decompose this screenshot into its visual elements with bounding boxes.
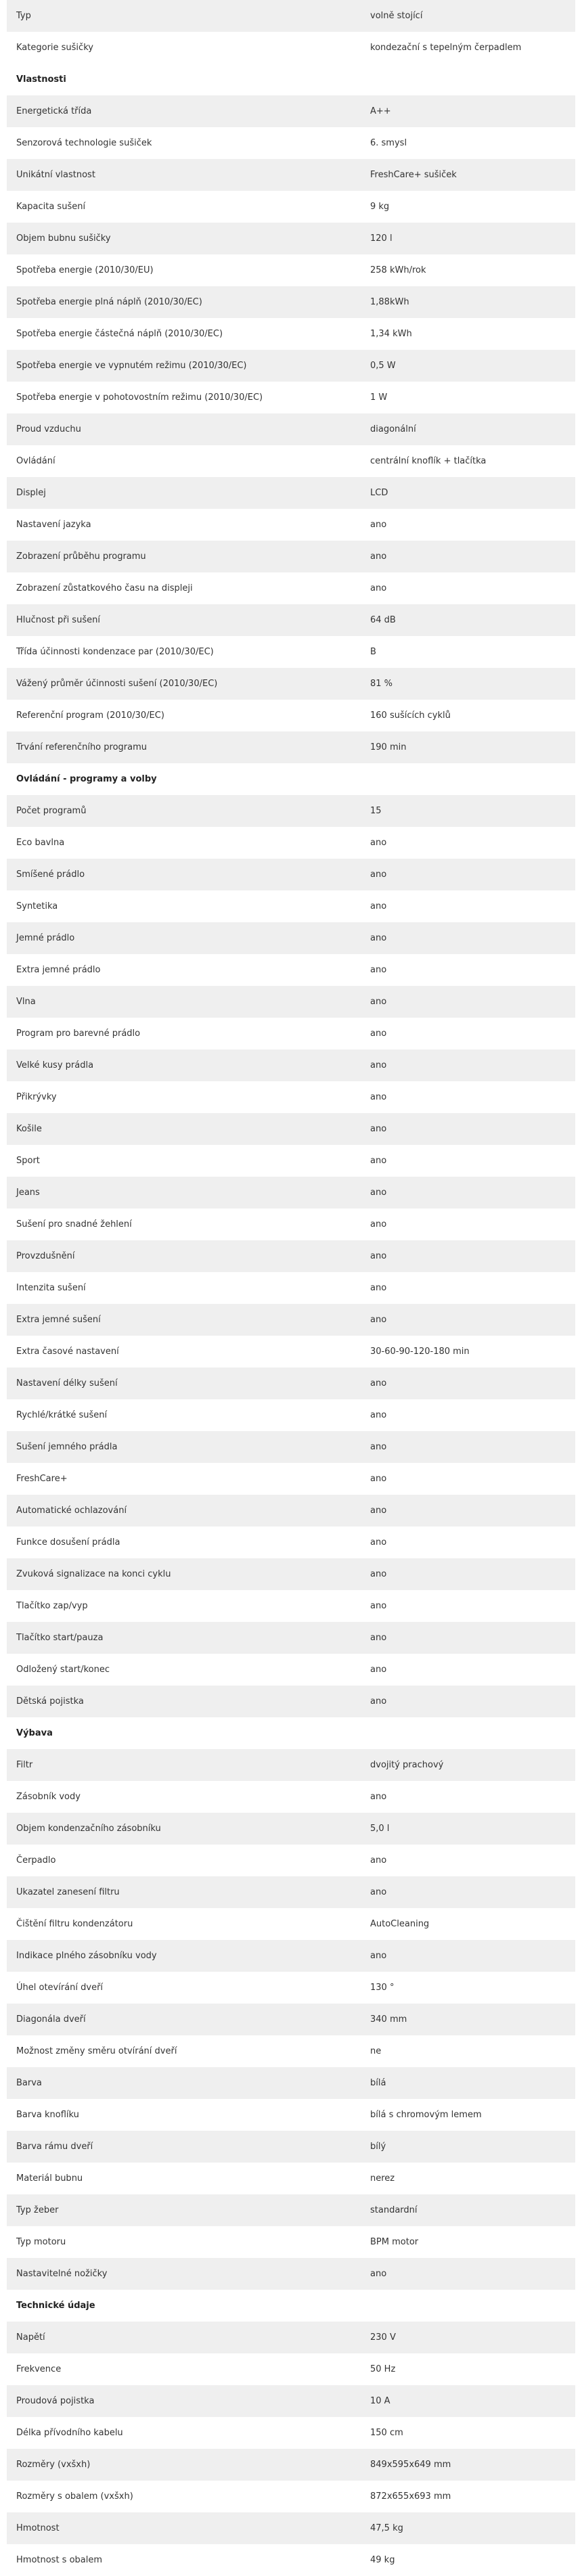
- spec-row: [7, 1208, 575, 1240]
- spec-row: [7, 509, 575, 541]
- spec-value: ano: [362, 1495, 575, 1527]
- spec-value: 50 Hz: [362, 2353, 575, 2385]
- spec-label: Spotřeba energie v pohotovostním režimu (2010/30/EC): [7, 382, 362, 413]
- spec-value: ano: [362, 1177, 575, 1208]
- spec-value: ano: [362, 1622, 575, 1654]
- spec-value: 130 °: [362, 1972, 575, 2004]
- spec-row: [7, 1813, 575, 1845]
- spec-label: Vážený průměr účinnosti sušení (2010/30/EC): [7, 668, 362, 700]
- spec-value: bílá s chromovým lemem: [362, 2099, 575, 2131]
- spec-row: [7, 1527, 575, 1558]
- spec-value: ano: [362, 1272, 575, 1304]
- spec-row: [7, 32, 575, 64]
- spec-value: dvojitý prachový: [362, 1749, 575, 1781]
- spec-label: Hmotnost s obalem: [7, 2544, 362, 2576]
- spec-value: 30-60-90-120-180 min: [362, 1336, 575, 1368]
- spec-label: Spotřeba energie (2010/30/EU): [7, 254, 362, 286]
- spec-value: ano: [362, 1876, 575, 1908]
- spec-row: [7, 2449, 575, 2481]
- spec-label: Syntetika: [7, 890, 362, 922]
- spec-value: ano: [362, 1845, 575, 1876]
- spec-row: [7, 1940, 575, 1972]
- spec-label: Sušení pro snadné žehlení: [7, 1208, 362, 1240]
- spec-value: 81 %: [362, 668, 575, 700]
- spec-row: [7, 1336, 575, 1368]
- spec-row: [7, 1081, 575, 1113]
- spec-row: [7, 1272, 575, 1304]
- spec-label: Rozměry s obalem (vxšxh): [7, 2481, 362, 2512]
- spec-value: volně stojící: [362, 0, 575, 32]
- spec-label: Čištění filtru kondenzátoru: [7, 1908, 362, 1940]
- spec-row: [7, 795, 575, 827]
- spec-value: nerez: [362, 2163, 575, 2194]
- spec-row: [7, 731, 575, 763]
- spec-value: ano: [362, 541, 575, 572]
- spec-value: 0,5 W: [362, 350, 575, 382]
- spec-value: standardní: [362, 2194, 575, 2226]
- spec-label: Spotřeba energie plná náplň (2010/30/EC): [7, 286, 362, 318]
- spec-row: [7, 1781, 575, 1813]
- spec-value: 150 cm: [362, 2417, 575, 2449]
- spec-row: [7, 1590, 575, 1622]
- spec-value: 6. smysl: [362, 127, 575, 159]
- spec-value: ano: [362, 1399, 575, 1431]
- spec-label: Filtr: [7, 1749, 362, 1781]
- spec-label: Barva rámu dveří: [7, 2131, 362, 2163]
- spec-value: ano: [362, 1590, 575, 1622]
- spec-label: Možnost změny směru otvírání dveří: [7, 2035, 362, 2067]
- spec-table: [7, 0, 575, 2576]
- spec-row: [7, 636, 575, 668]
- spec-row: [7, 413, 575, 445]
- spec-row: [7, 2544, 575, 2576]
- spec-label: Referenční program (2010/30/EC): [7, 700, 362, 731]
- spec-row: [7, 986, 575, 1018]
- spec-label: Materiál bubnu: [7, 2163, 362, 2194]
- spec-row: [7, 0, 575, 32]
- spec-value: ano: [362, 1558, 575, 1590]
- spec-row: [7, 1876, 575, 1908]
- spec-value: bílý: [362, 2131, 575, 2163]
- spec-row: [7, 382, 575, 413]
- spec-row: [7, 1686, 575, 1717]
- spec-value: 230 V: [362, 2322, 575, 2353]
- spec-value: ano: [362, 1304, 575, 1336]
- spec-row: [7, 2481, 575, 2512]
- spec-row: [7, 1558, 575, 1590]
- spec-row: [7, 1240, 575, 1272]
- spec-row: [7, 1908, 575, 1940]
- spec-row: [7, 2322, 575, 2353]
- spec-label: Přikrývky: [7, 1081, 362, 1113]
- spec-value: ano: [362, 954, 575, 986]
- spec-value: ano: [362, 1463, 575, 1495]
- spec-row: [7, 1368, 575, 1399]
- spec-label: Diagonála dveří: [7, 2004, 362, 2035]
- spec-row: [7, 1113, 575, 1145]
- spec-row: [7, 827, 575, 859]
- spec-label: Barva knoflíku: [7, 2099, 362, 2131]
- spec-label: Košile: [7, 1113, 362, 1145]
- spec-row: [7, 954, 575, 986]
- spec-row: [7, 318, 575, 350]
- spec-value: ano: [362, 827, 575, 859]
- spec-label: Ovládání: [7, 445, 362, 477]
- spec-value: ne: [362, 2035, 575, 2067]
- spec-value: ano: [362, 890, 575, 922]
- spec-label: Trvání referenčního programu: [7, 731, 362, 763]
- spec-value: ano: [362, 1145, 575, 1177]
- spec-row: [7, 286, 575, 318]
- spec-value: ano: [362, 1781, 575, 1813]
- spec-label: Provzdušnění: [7, 1240, 362, 1272]
- spec-label: Ukazatel zanesení filtru: [7, 1876, 362, 1908]
- spec-value: 258 kWh/rok: [362, 254, 575, 286]
- spec-label: Kapacita sušení: [7, 191, 362, 223]
- spec-row: [7, 2385, 575, 2417]
- spec-label: Nastavení jazyka: [7, 509, 362, 541]
- spec-label: Intenzita sušení: [7, 1272, 362, 1304]
- spec-value: diagonální: [362, 413, 575, 445]
- spec-row: [7, 2226, 575, 2258]
- spec-row: [7, 2512, 575, 2544]
- spec-table-body: [7, 0, 575, 2576]
- spec-value: ano: [362, 859, 575, 890]
- spec-row: [7, 223, 575, 254]
- spec-value: bílá: [362, 2067, 575, 2099]
- section-title: Ovládání - programy a volby: [7, 763, 575, 795]
- spec-label: Jemné prádlo: [7, 922, 362, 954]
- spec-row: [7, 350, 575, 382]
- spec-label: Objem bubnu sušičky: [7, 223, 362, 254]
- section-header-row: [7, 2290, 575, 2322]
- spec-value: ano: [362, 572, 575, 604]
- spec-label: Napětí: [7, 2322, 362, 2353]
- spec-label: Jeans: [7, 1177, 362, 1208]
- spec-label: Tlačítko zap/vyp: [7, 1590, 362, 1622]
- spec-value: ano: [362, 1940, 575, 1972]
- spec-row: [7, 95, 575, 127]
- section-title: Výbava: [7, 1717, 575, 1749]
- spec-value: 5,0 l: [362, 1813, 575, 1845]
- spec-label: Typ žeber: [7, 2194, 362, 2226]
- spec-row: [7, 1399, 575, 1431]
- spec-label: Rychlé/krátké sušení: [7, 1399, 362, 1431]
- spec-row: [7, 572, 575, 604]
- spec-row: [7, 2004, 575, 2035]
- spec-row: [7, 2067, 575, 2099]
- spec-row: [7, 254, 575, 286]
- spec-label: Odložený start/konec: [7, 1654, 362, 1686]
- spec-value: B: [362, 636, 575, 668]
- spec-row: [7, 1018, 575, 1049]
- spec-row: [7, 127, 575, 159]
- spec-value: ano: [362, 509, 575, 541]
- spec-value: ano: [362, 1049, 575, 1081]
- spec-row: [7, 1431, 575, 1463]
- spec-value: ano: [362, 1527, 575, 1558]
- spec-value: 120 l: [362, 223, 575, 254]
- spec-label: Typ motoru: [7, 2226, 362, 2258]
- section-header-row: [7, 1717, 575, 1749]
- spec-label: Zobrazení zůstatkového času na displeji: [7, 572, 362, 604]
- spec-row: [7, 1622, 575, 1654]
- spec-value: AutoCleaning: [362, 1908, 575, 1940]
- spec-label: Sušení jemného prádla: [7, 1431, 362, 1463]
- spec-label: Extra jemné prádlo: [7, 954, 362, 986]
- spec-value: BPM motor: [362, 2226, 575, 2258]
- spec-label: Spotřeba energie ve vypnutém režimu (2010/30/EC): [7, 350, 362, 382]
- spec-value: 9 kg: [362, 191, 575, 223]
- spec-row: [7, 1495, 575, 1527]
- spec-value: 15: [362, 795, 575, 827]
- spec-label: Hmotnost: [7, 2512, 362, 2544]
- spec-value: ano: [362, 1431, 575, 1463]
- spec-label: Frekvence: [7, 2353, 362, 2385]
- spec-value: 49 kg: [362, 2544, 575, 2576]
- spec-label: Rozměry (vxšxh): [7, 2449, 362, 2481]
- spec-label: Smíšené prádlo: [7, 859, 362, 890]
- spec-value: 872x655x693 mm: [362, 2481, 575, 2512]
- spec-label: Energetická třída: [7, 95, 362, 127]
- spec-value: 1,88kWh: [362, 286, 575, 318]
- spec-value: ano: [362, 1018, 575, 1049]
- spec-label: Třída účinnosti kondenzace par (2010/30/EC): [7, 636, 362, 668]
- spec-value: ano: [362, 1081, 575, 1113]
- spec-value: 1,34 kWh: [362, 318, 575, 350]
- spec-label: Vlna: [7, 986, 362, 1018]
- spec-label: Počet programů: [7, 795, 362, 827]
- spec-row: [7, 445, 575, 477]
- spec-label: Tlačítko start/pauza: [7, 1622, 362, 1654]
- spec-label: Nastavení délky sušení: [7, 1368, 362, 1399]
- spec-row: [7, 1145, 575, 1177]
- spec-row: [7, 1845, 575, 1876]
- spec-value: 849x595x649 mm: [362, 2449, 575, 2481]
- spec-label: Typ: [7, 0, 362, 32]
- spec-row: [7, 2035, 575, 2067]
- spec-row: [7, 1972, 575, 2004]
- spec-label: Indikace plného zásobníku vody: [7, 1940, 362, 1972]
- spec-value: 64 dB: [362, 604, 575, 636]
- spec-value: ano: [362, 922, 575, 954]
- spec-value: 160 sušících cyklů: [362, 700, 575, 731]
- spec-label: Čerpadlo: [7, 1845, 362, 1876]
- spec-label: Kategorie sušičky: [7, 32, 362, 64]
- spec-value: ano: [362, 1240, 575, 1272]
- spec-row: [7, 159, 575, 191]
- spec-row: [7, 2353, 575, 2385]
- spec-value: ano: [362, 2258, 575, 2290]
- spec-row: [7, 191, 575, 223]
- spec-label: Displej: [7, 477, 362, 509]
- spec-row: [7, 2194, 575, 2226]
- spec-label: Program pro barevné prádlo: [7, 1018, 362, 1049]
- spec-label: Velké kusy prádla: [7, 1049, 362, 1081]
- section-header-row: [7, 763, 575, 795]
- spec-label: Dětská pojistka: [7, 1686, 362, 1717]
- spec-row: [7, 890, 575, 922]
- spec-label: Spotřeba energie částečná náplň (2010/30/EC): [7, 318, 362, 350]
- spec-value: A++: [362, 95, 575, 127]
- spec-label: Zobrazení průběhu programu: [7, 541, 362, 572]
- spec-row: [7, 2417, 575, 2449]
- spec-label: Délka přívodního kabelu: [7, 2417, 362, 2449]
- spec-value: 190 min: [362, 731, 575, 763]
- spec-row: [7, 2258, 575, 2290]
- spec-value: ano: [362, 1113, 575, 1145]
- spec-row: [7, 668, 575, 700]
- spec-label: Funkce dosušení prádla: [7, 1527, 362, 1558]
- spec-label: Proud vzduchu: [7, 413, 362, 445]
- spec-label: Hlučnost při sušení: [7, 604, 362, 636]
- spec-value: FreshCare+ sušiček: [362, 159, 575, 191]
- spec-label: Extra časové nastavení: [7, 1336, 362, 1368]
- spec-value: kondezační s tepelným čerpadlem: [362, 32, 575, 64]
- spec-label: Zvuková signalizace na konci cyklu: [7, 1558, 362, 1590]
- spec-row: [7, 1654, 575, 1686]
- section-header-row: [7, 64, 575, 95]
- spec-value: 47,5 kg: [362, 2512, 575, 2544]
- spec-row: [7, 922, 575, 954]
- spec-label: Proudová pojistka: [7, 2385, 362, 2417]
- spec-label: Senzorová technologie sušiček: [7, 127, 362, 159]
- spec-row: [7, 1749, 575, 1781]
- spec-row: [7, 859, 575, 890]
- spec-value: ano: [362, 1368, 575, 1399]
- spec-label: Úhel otevírání dveří: [7, 1972, 362, 2004]
- spec-label: Automatické ochlazování: [7, 1495, 362, 1527]
- spec-value: 340 mm: [362, 2004, 575, 2035]
- spec-row: [7, 477, 575, 509]
- spec-row: [7, 2099, 575, 2131]
- spec-value: ano: [362, 1654, 575, 1686]
- spec-label: Extra jemné sušení: [7, 1304, 362, 1336]
- spec-label: Unikátní vlastnost: [7, 159, 362, 191]
- spec-label: Sport: [7, 1145, 362, 1177]
- section-title: Technické údaje: [7, 2290, 575, 2322]
- spec-value: centrální knoflík + tlačítka: [362, 445, 575, 477]
- spec-row: [7, 2131, 575, 2163]
- spec-row: [7, 1463, 575, 1495]
- spec-row: [7, 1177, 575, 1208]
- spec-value: 10 A: [362, 2385, 575, 2417]
- spec-row: [7, 2163, 575, 2194]
- spec-value: LCD: [362, 477, 575, 509]
- section-title: Vlastnosti: [7, 64, 575, 95]
- spec-label: FreshCare+: [7, 1463, 362, 1495]
- spec-value: ano: [362, 986, 575, 1018]
- spec-label: Barva: [7, 2067, 362, 2099]
- spec-label: Objem kondenzačního zásobníku: [7, 1813, 362, 1845]
- spec-row: [7, 1049, 575, 1081]
- spec-row: [7, 604, 575, 636]
- spec-label: Eco bavlna: [7, 827, 362, 859]
- spec-value: 1 W: [362, 382, 575, 413]
- spec-row: [7, 1304, 575, 1336]
- spec-value: ano: [362, 1686, 575, 1717]
- spec-row: [7, 541, 575, 572]
- spec-label: Zásobník vody: [7, 1781, 362, 1813]
- spec-label: Nastavitelné nožičky: [7, 2258, 362, 2290]
- spec-value: ano: [362, 1208, 575, 1240]
- spec-row: [7, 700, 575, 731]
